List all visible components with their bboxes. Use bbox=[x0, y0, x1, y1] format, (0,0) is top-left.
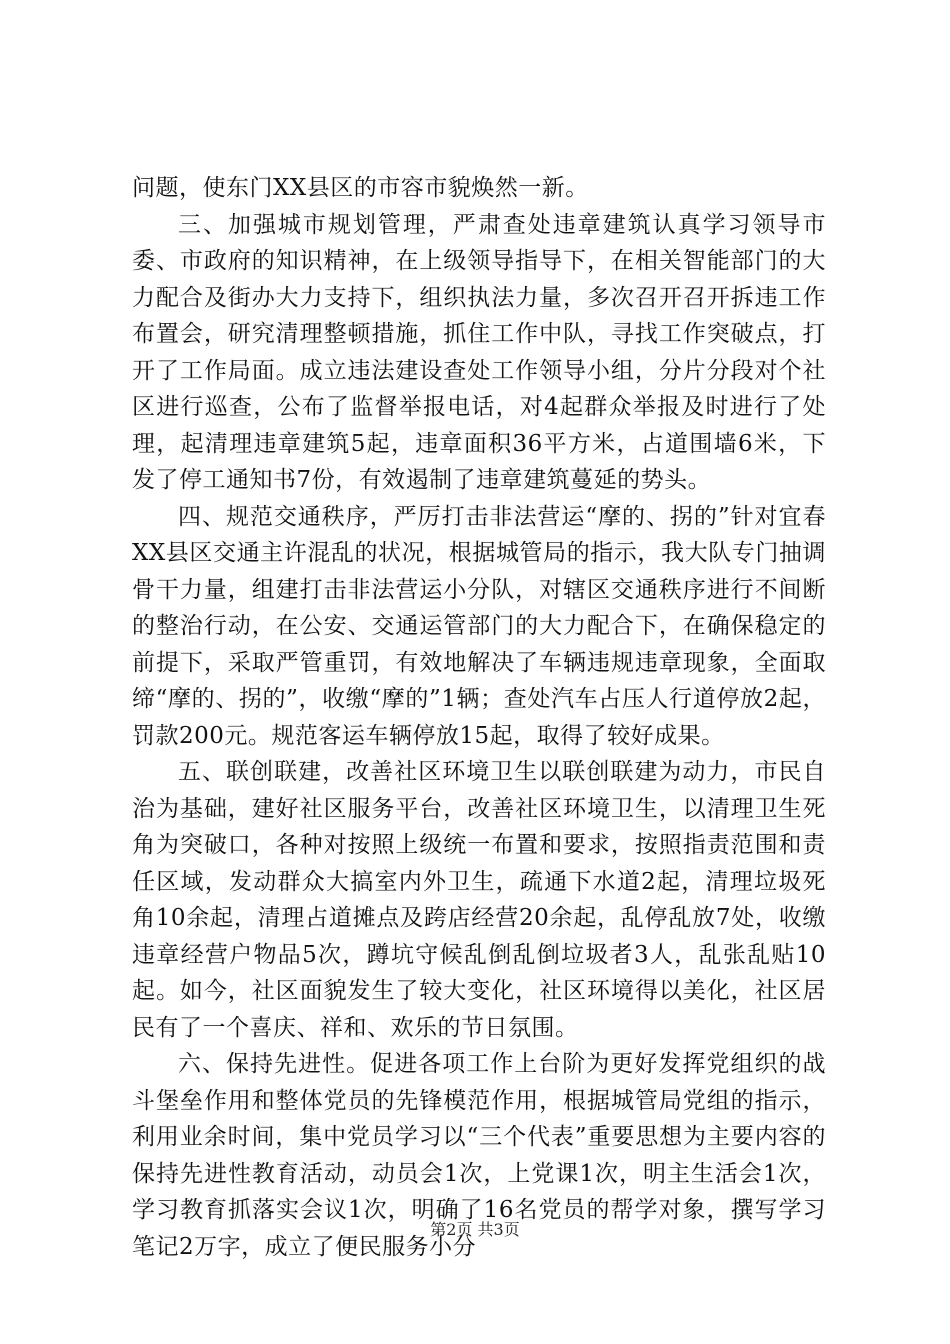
document-body bbox=[132, 170, 826, 1265]
paragraph-community-environment: 五、联创联建，改善社区环境卫生以联创联建为动力，市民自治为基础，建好社区服务平台，改善社区环境卫生，以清理卫生死角为突破口，各种对按照上级统一布置和要求，按照指责范围和责任区域，发动群众大搞室内外卫生，疏通下水道2起，清理垃圾死角10余起，清理占道摊点及跨店经营20余起，乱停乱放7处，收缴违章经营户物品5次，蹲坑守候乱倒乱倒垃圾者3人，乱张乱贴10起。如今，社区面貌发生了较大变化，社区环境得以美化，社区居民有了一个喜庆、祥和、欢乐的节日氛围。 bbox=[132, 759, 826, 1041]
paragraph-continuation: 问题，使东门XX县区的市容市貌焕然一新。 bbox=[132, 175, 589, 201]
paragraph-traffic-order: 四、规范交通秩序，严厉打击非法营运“摩的、拐的”针对宜春XX县区交通主许混乱的状况，根据城管局的指示，我大队专门抽调骨干力量，组建打击非法营运小分队，对辖区交通秩序进行不间断的整治行动，在公安、交通运管部门的大力配合下，在确保稳定的前提下，采取严管重罚，有效地解决了车辆违规违章现象，全面取缔“摩的、拐的”，收缴“摩的”1辆；查处汽车占压人行道停放2起，罚款200元。规范客运车辆停放15起，取得了较好成果。 bbox=[132, 503, 826, 749]
paragraph-advanced-nature: 六、保持先进性。促进各项工作上台阶为更好发挥党组织的战斗堡垒作用和整体党员的先锋模范作用，根据城管局党组的指示，利用业余时间，集中党员学习以“三个代表”重要思想为主要内容的保持先进性教育活动，动员会1次，上党课1次，明主生活会1次，学习教育抓落实会议1次，明确了16名党员的帮学对象，撰写学习笔记2万字，成立了便民服务小分 bbox=[132, 1051, 826, 1260]
page-number-footer: 第2页 共3页 bbox=[430, 1220, 520, 1239]
paragraph-urban-planning: 三、加强城市规划管理，严肃查处违章建筑认真学习领导市委、市政府的知识精神，在上级领导指导下，在相关智能部门的大力配合及街办大力支持下，组织执法力量，多次召开召开拆违工作布置会，研究清理整顿措施，抓住工作中队，寻找工作突破点，打开了工作局面。成立违法建设查处工作领导小组，分片分段对个社区进行巡查，公布了监督举报电话，对4起群众举报及时进行了处理，起清理违章建筑5起，违章面积36平方米，占道围墙6米，下发了停工通知书7份，有效遏制了违章建筑蔓延的势头。 bbox=[132, 211, 826, 493]
